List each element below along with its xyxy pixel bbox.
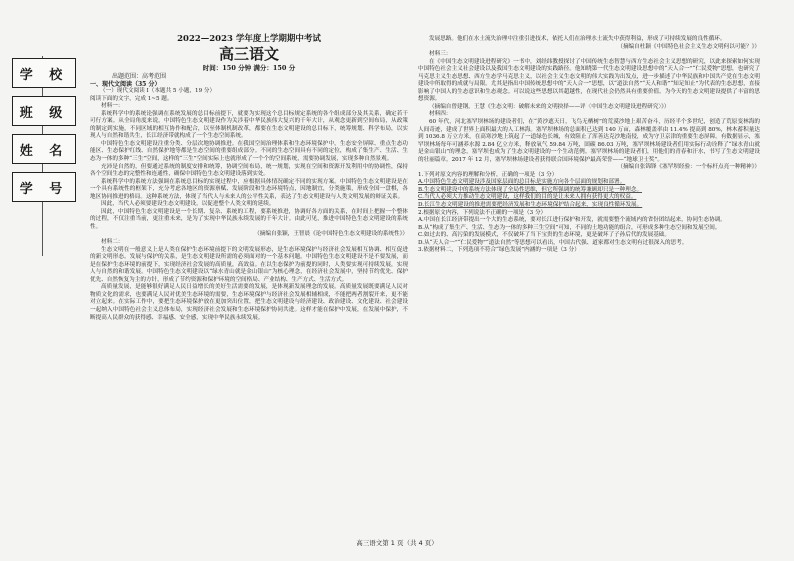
material-label: 材料四： [429,111,452,118]
paragraph: 中国特色生态文明建设注重分类、分层次地协调推进。在我国空间治理体系和生态环境保护中，生态安全屏障、重点生态功能区、生态保护红线、自然保护地等都是生态空间的重要组成部分。不同的生态空间具有不同的定位，构成了集生产、生活、生态为一体的多种“三生”空间，这样的“三生”空间实际上也就形成了一个个的空间系统，需要协调发展，实现多种自然景观。 [90,140,408,163]
paragraph: 充沛是自然的，但要通过系统的制度安排和统筹，协调空间布局，统一规划，实现在空间和资源开发利用中的协调性，保持各个空间生态的完整性和连通性，确保中国特色生态文明建设落到实处。 [90,163,408,178]
source-citation: （摘编自张锦锋《塞罕坝经验：一个标杆点亮一种精神》） [617,164,760,171]
subsection-heading: （一）现代文阅读 I（本题共 5 小题，19 分） [100,88,216,95]
option-d[interactable]: D.从“天人合一”“仁民爱物”“道法自然”等思想可以看出，中国古代强、道家都对生态文明有过很深入的思考。 [418,239,688,246]
option-b[interactable]: B.生态文明建设中的系统方法体现了全局性思维，但它所强调的统筹兼顾却只是一种理念。 [418,186,643,193]
paragraph: 在《中国生态文明建设进程研究》一书中，刘经纬教授探讨了中国传统生态智慧与西方生态社会主义思想的研究，以此来探索如何实现中国特色社会主义社会建设以及我国生态文明建设的实践路径。他知晓第一代生态文明建设思想中的“天人合一”“仁民爱物”思想，也研究了马克思主义生态思想、西方生态学马克思主义，以社会主义生态文明的伟大实践为出发点，进一步描述了中华民族和中国共产党在生态文明建设中所取得的成就与局限。尤其是指出中国传统思想中的“天人合一”思想，以“道法自然”“天人和谐”“知足知止”为代表的生态思想，直接影响了中国人的生态意识和生态观念。可以说这些思想以其超越性，在现代社会仍然具有重要价值。为今天的生态文明建设提供了丰富的思想资源。 [418,58,760,103]
option-c[interactable]: C.如过去的、高污染的发展模式，不仅破坏了当下宝贵的生态环境，更是破坏了子孙后代的发展基础。 [418,232,670,239]
paragraph: 系统科学中的系统论强调在系统发展的总目标前提下，就要为实现这个总目标规定系统的各个组成部分及其关系，确定若干可行方案。从全局角度来说，中国特色生态文明建设作为关涉着中华民族伟大复兴的千年大计，从观念更新到空间布局，从政策的制定到实施，不同区域的相互协作和配合，以至体制机制改革，都要在生态文明建设的总目标下，统筹规划、科学布局，以实现人与自然和谐共生，长江经济带就构成了一个生态空间系统。 [90,110,408,140]
source-citation: （摘编自张颖，王智晨《论中国特色生态文明建设的系统性》） [254,231,408,238]
material-label: 材料三： [429,51,452,58]
paragraph: 生态文明在一般意义上是人类在保护生态环境前提下的文明发展形态，是生态环境保护与经济社会发展相互协调、相互促进的新文明形态。发展与保护的关系，是生态文明建设所需的必须面对的一个基本问题。中国特色生态文明建设不是不要发展，而是在保护生态环境的前提下，实现经济社会发展的高质量，高效益。在以生态保护为前提的同时，人类要实现可持续发展，实现人与自然的和谐发展。中国特色生态文明建设以“绿水青山就是金山银山”为核心理念，在经济社会发展中，坚持节约优先、保护优先、自然恢复为主的方针，形成了节约资源和保护环境的空间格局、产业结构、生产方式、生活方式。 [90,246,408,283]
material-label: 材料二： [101,239,124,246]
paragraph: 因此，中国特色生态文明建设是一个长期、复杂、系统的工程，要系统推进，协调好各方面的关系，在时间上把握一个整体的过程，不仅注重当前，更注重未来，是为了实现中华民族永续发展的千年大计。由此可见，推进中国特色生态文明建设的系统性。 [90,208,408,230]
source-citation: （摘编自杜颖《中国特色社会主义生态文明何以可能？》） [617,43,760,50]
question-1: 1.下列对原文内容的理解和分析，正确的一项是（3 分） [418,171,558,178]
right-column [418,36,760,255]
paragraph: 60 年代，河北塞罕坝林场的建设者们，在“黄沙遮天日，飞鸟无栖树”的荒漠沙地上艰苦奋斗，历经半个多世纪，创造了荒原变林海的人间奇迹，建成了世界上面积最大的人工林海。塞罕坝林场的总面积已达到 140 万亩，森林覆盖率由 11.4% 提高到 80%，林木蓄积量达到 1036.8 万立方米，在高寒沙地上筑起了一道绿色长城，有效阻止了浑善达克沙地南侵，成为守卫京津的重要生态屏障。有数据显示，塞罕坝林场每年可涵养水源 2.84 亿立方米，释放氧气 59.84 万吨，固碳 86.03 万吨，塞罕坝林场建设者们用实际行动诠释了“绿水青山就是金山银山”的理念，塞罕坝也成为了生态文明建设的一个生动范例。塞罕坝林场的建设者们，用他们的青春和汗水，书写了生态文明建设的壮丽篇章。2017 年 12 月，塞罕坝林场建设者获得联合国环境保护最高荣誉——“地球卫士奖”。 [418,119,760,163]
left-column [90,34,408,322]
paragraph: 因此，当代人必须要建设生态文明建设，以促进整个人类文明的延续。 [101,201,275,208]
source-citation: （摘编自曾建钢，王慧《生态文明：破解未来的文明抉择——评〈中国生态文明建设进程研究〉》） [429,103,670,110]
paragraph: 高质量发展，是能够很好满足人民日益增长的美好生活需要的发展，是体现新发展理念的发展。高质量发展既要满足人民对物质文化的需求，也要满足人民对优美生态环境的需要，生态环境保护与经济社会发展相辅相成，不能把两者割裂开来，更不能对立起来。在实际工作中，要把生态环境保护放在更加突出位置，把生态文明建设与经济建设、政治建设、文化建设、社会建设一起纳入中国特色社会主义总体布局，实现经济社会发展和生态环境保护协同共进。这样才能在保护中发展，在发展中保护，不断提高人民群众的获得感、幸福感、安全感，实现中华民族永续发展。 [90,284,408,321]
section-heading: 一、现代文阅读（35 分） [90,80,161,88]
student-id-field[interactable]: 学 号 [12,172,76,202]
option-c[interactable]: C.当代人必须大力推动生态文明建设，这样我们的目的是让未来人拥有获得更大的权益。 [418,194,637,201]
exam-subtitle: 2022—2023 学年度上学期期中考试 [177,34,321,44]
paragraph: 发展思路。他们在水土流失治理中注重引进技术，依托人们在治理水土流失中获得利益，形成了可持续发展的良性循环。 [429,36,726,42]
material-label: 材料一： [101,103,124,110]
instruction: 阅读下面的文字，完成 1~5 题。 [90,95,173,102]
class-field[interactable]: 班 级 [12,96,76,126]
page-footer: 高三语文第 1 页（共 4 页） [356,539,438,547]
name-field[interactable]: 姓 名 [12,134,76,164]
exam-title: 高三语文 [218,45,279,63]
option-a[interactable]: A.中国特色生态文明建设涉及国家层面的总目标是实施方向各个层面的规划和部署。 [418,179,626,186]
question-3: 3.依据材料二，下列选项不符合“绿色发展”内涵的一项是（3 分） [418,247,580,254]
paragraph: 系统科学中的系统方法强调在系统总目标的实现过程中，应根据具体情况确定不同的实现方案。中国特色生态文明建设是在一个具有系统性的框架下，充分考虑各地区的资源禀赋、发展阶段和生态环境特点，因地制宜，分类施策，形成全国一盘棋，各地区协同推进的格局。这种系统方法，体现了当代人与未来人的公平性关系，表达了生态文明建设与人类文明发展的辩证关系。 [90,178,408,200]
option-a[interactable]: A.中国在长江经济带提出一个大的生态系统，要对长江进行保护和开发，就需要整个流域内的省份团结起来，协同生态协调。 [418,217,726,224]
school-field[interactable]: 学 校 [12,58,76,88]
option-d[interactable]: D.长江生态文明建设的推进需要把经济发展和生态环境保护结合起来，实现良性循环发展。 [418,202,643,209]
option-b[interactable]: B.从“构成了集生产、生活、生态为一体的多种三生空间”可知，不同的土地功能的组合，可形成多种生态空间和发展空间。 [418,224,721,231]
question-2: 2.根据原文内容，下列说法不正确的一项是（3 分） [418,209,547,216]
exam-info: 时间：150 分钟 满分：150 分 [202,64,296,72]
exam-scope: 出题范围：高考范围 [112,73,167,80]
